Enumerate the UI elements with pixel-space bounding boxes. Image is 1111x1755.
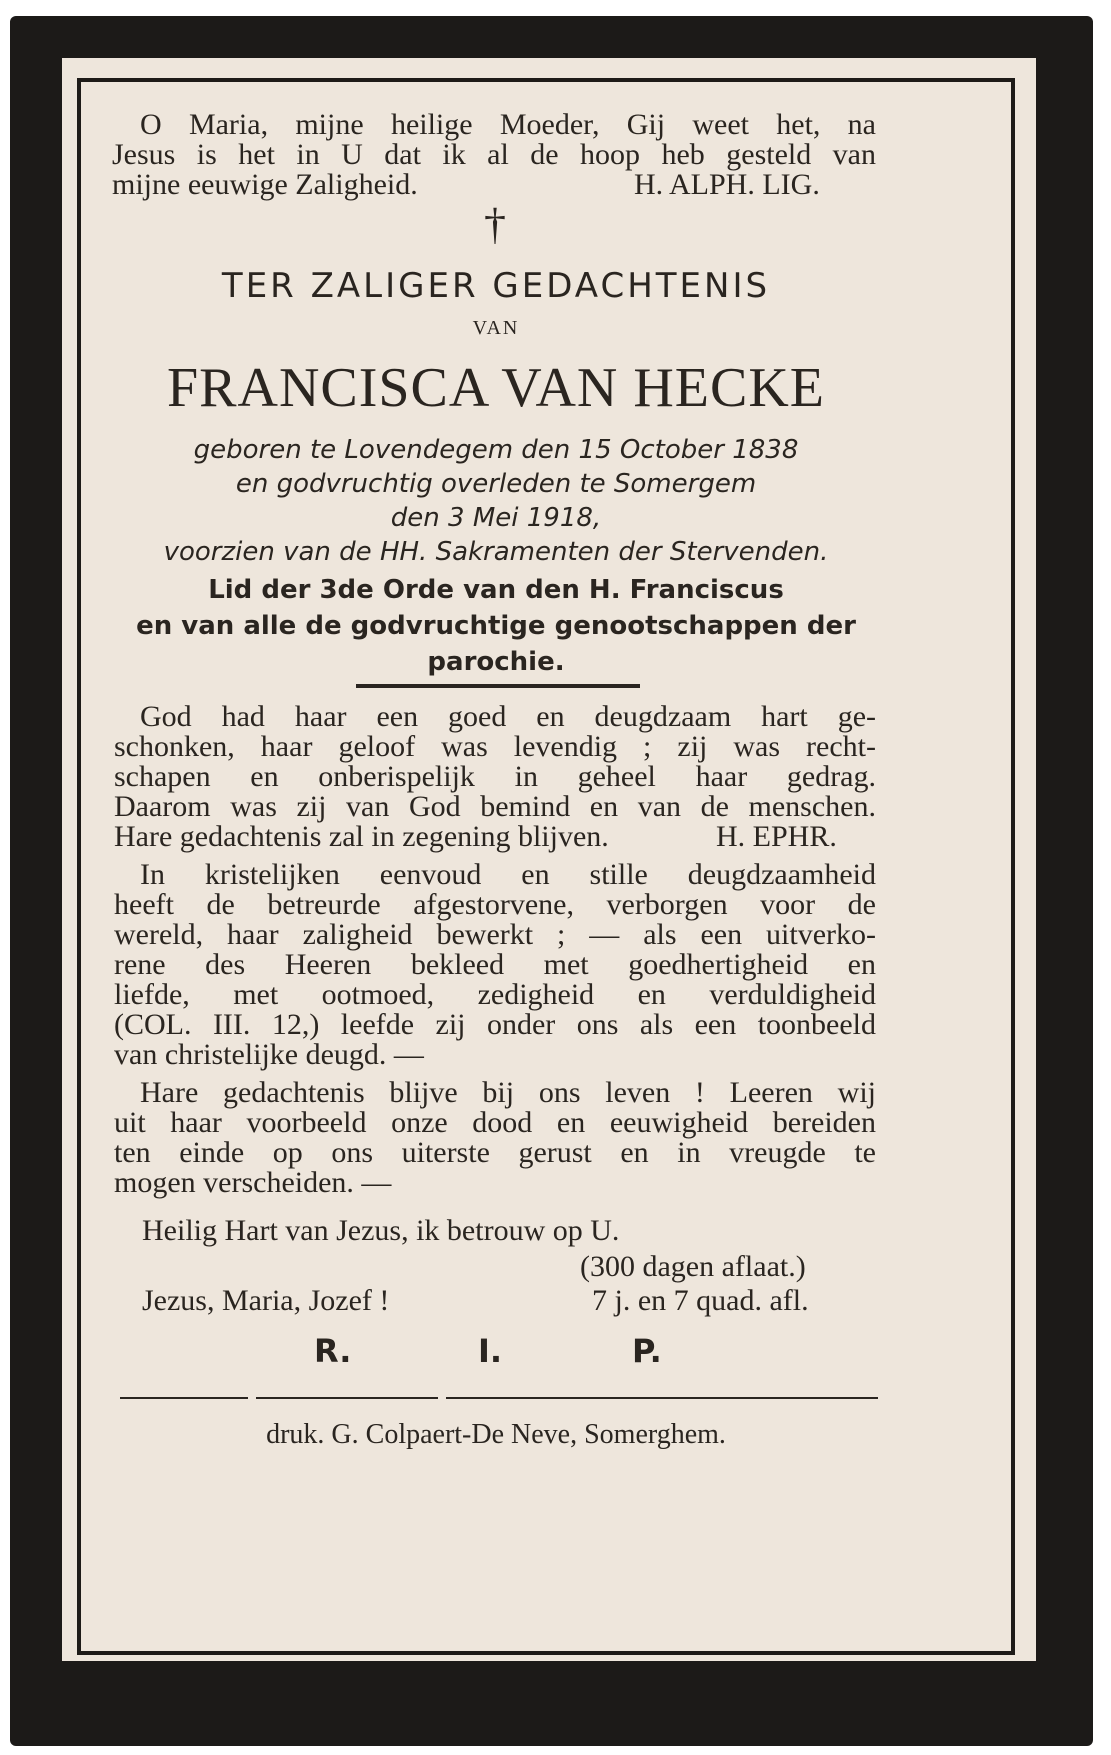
para1-line-3: schapen en onberispelijk in geheel haar gedrag.: [114, 760, 876, 793]
sacraments-line: voorzien van de HH. Sakramenten der Stervenden.: [163, 537, 829, 567]
para3-line-1: Hare gedachtenis blijve bij ons leven ! Leeren wij: [140, 1076, 876, 1109]
cross-icon: †: [484, 200, 506, 249]
membership-line-1: Lid der 3de Orde van den H. Franciscus: [208, 575, 784, 605]
membership-line-2: en van alle de godvruchtige genootschappen der: [136, 611, 856, 641]
para2-line-1: In kristelijken eenvoud en stille deugdzaamheid: [140, 858, 876, 891]
prayer-sacred-heart: Heilig Hart van Jezus, ik betrouw op U.: [142, 1214, 620, 1247]
death-date-line: den 3 Mei 1918,: [390, 503, 602, 533]
membership-line-3: parochie.: [427, 647, 565, 677]
quote-line-2: Jesus is het in U dat ik al de hoop heb gesteld van: [112, 138, 876, 171]
deceased-name: FRANCISCA VAN HECKE: [167, 357, 825, 419]
para2-line-4: rene des Heeren bekleed met goedhertigheid en: [114, 948, 876, 981]
para1-attribution: H. EPHR.: [716, 820, 837, 853]
footer-rule-3: [446, 1397, 878, 1399]
rip-p: P.: [632, 1332, 662, 1370]
separator-rule: [356, 684, 640, 688]
death-line: en godvruchtig overleden te Somergem: [235, 469, 757, 499]
quote-attribution: H. ALPH. LIG.: [634, 168, 820, 201]
quote-line-1: O Maria, mijne heilige Moeder, Gij weet het, na: [140, 108, 876, 141]
birth-line: geboren te Lovendegem den 15 October 1838: [193, 435, 799, 465]
para2-line-6: (COL. III. 12,) leefde zij onder ons als een toonbeeld: [114, 1008, 876, 1041]
para3-line-2: uit haar voorbeeld onze dood en eeuwigheid bereiden: [114, 1106, 876, 1139]
para1-line-2: schonken, haar geloof was levendig ; zij was recht-: [114, 730, 876, 763]
page-title: TER ZALIGER GEDACHTENIS: [221, 266, 771, 306]
printer-credit: druk. G. Colpaert-De Neve, Somerghem.: [266, 1419, 726, 1450]
para2-line-5: liefde, met ootmoed, zedigheid en verduldigheid: [114, 978, 876, 1011]
para2-line-3: wereld, haar zaligheid bewerkt ; — als een uitverko-: [114, 918, 876, 951]
rip-i: I.: [478, 1332, 503, 1370]
prayer-1-indulgence: (300 dagen aflaat.): [580, 1250, 806, 1283]
footer-rule-2: [256, 1397, 438, 1399]
prayer-holy-family: Jezus, Maria, Jozef !: [142, 1284, 390, 1317]
para1-line-5: Hare gedachtenis zal in zegening blijven.: [114, 820, 609, 853]
para3-line-4: mogen verscheiden. —: [114, 1166, 392, 1199]
para2-line-7: van christelijke deugd. —: [114, 1038, 424, 1071]
prayer-2-indulgence: 7 j. en 7 quad. afl.: [592, 1284, 809, 1317]
para2-line-2: heeft de betreurde afgestorvene, verborgen voor de: [114, 888, 876, 921]
quote-line-3: mijne eeuwige Zaligheid.: [112, 168, 418, 201]
rip-r: R.: [314, 1332, 352, 1370]
para3-line-3: ten einde op ons uiterste gerust en in vreugde te: [114, 1136, 876, 1169]
title-van: VAN: [472, 317, 520, 339]
para1-line-1: God had haar een goed en deugdzaam hart ge-: [140, 700, 876, 733]
footer-rule-1: [120, 1397, 248, 1399]
para1-line-4: Daarom was zij van God bemind en van de menschen.: [114, 790, 876, 823]
